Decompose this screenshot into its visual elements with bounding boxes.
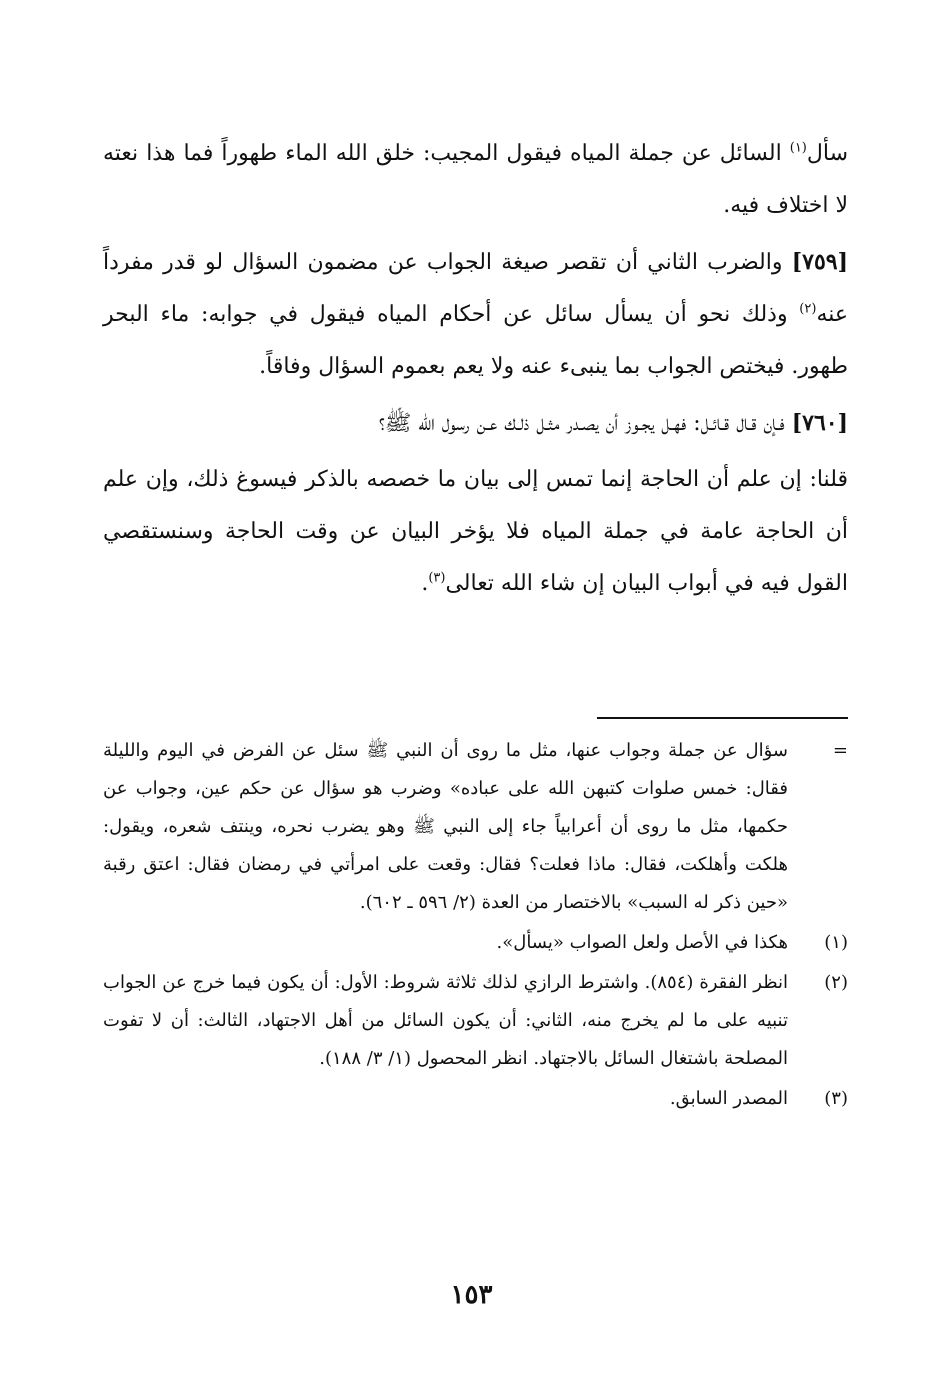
paragraph-1: [103, 128, 848, 232]
paragraph-759-rest: وذلك نحو أن يسأل سائل عن أحكام المياه فيقول في جوابه: ماء البحر طهور. فيختص الجواب بما ينبىء عنه ولا يعم بعموم السؤال وفاقاً.: [103, 302, 848, 379]
footnote-ref-2: (٢): [799, 301, 817, 317]
footnote-1: [103, 924, 848, 962]
page-number: ١٥٣: [450, 1280, 493, 1310]
paragraph-1-rest: السائل عن جملة المياه فيقول المجيب: خلق الله الماء طهوراً فما هذا نعته لا اختلاف فيه.: [103, 141, 848, 218]
footnote-2-text: انظر الفقرة (٨٥٤). واشترط الرازي لذلك ثلاثة شروط: الأول: أن يكون فيما خرج عن الجواب تنبيه على ما لم يخرج منه، الثاني: أن يكون السائل من أهل الاجتهاد، الثالث: أن لا تفوت المصلحة باشتغال السائل بالاجتهاد. انظر المحصول (١/ ٣/ ١٨٨).: [103, 972, 789, 1069]
footnote-2-mark: (٢): [824, 972, 848, 993]
paragraph-answer: [103, 454, 848, 610]
footnote-continued: [103, 732, 848, 922]
footnote-1-mark: (١): [824, 932, 848, 953]
footnote-3-mark: (٣): [824, 1088, 848, 1109]
main-text: [103, 128, 848, 614]
paragraph-1-start: سأل: [806, 141, 848, 166]
paragraph-number-759: [٧٥٩]: [791, 249, 848, 275]
footnote-2: [103, 964, 848, 1078]
footnote-continued-text: سؤال عن جملة وجواب عنها، مثل ما روى أن النبي ﷺ سئل عن الفرض في اليوم والليلة فقال: خمس صلوات كتبهن الله على عباده» وضرب هو سؤال عن حكم عين، وجواب عن حكمها، مثل ما روى أن أعرابياً جاء إلى النبي ﷺ وهو يضرب نحره، وينتف شعره، ويقول: هلكت وأهلكت، فقال: ماذا فعلت؟ فقال: وقعت على امرأتي في رمضان فقال: اعتق رقبة «حين ذكر له السبب» بالاختصار من العدة (٢/ ٥٩٦ ـ ٦٠٢).: [103, 740, 788, 913]
paragraph-760-text: فـإن قـال قـائـل: فهـل يجـوز أن يصـدر مثـل ذلـك عـن رسول الله ﷺ؟: [378, 411, 792, 436]
paragraph-answer-end: .: [421, 571, 429, 596]
footnote-ref-1: (١): [789, 140, 807, 156]
footnote-3: [103, 1080, 848, 1118]
paragraph-759: [103, 236, 848, 393]
footnote-1-text: هكذا في الأصل ولعل الصواب «يسأل».: [496, 932, 788, 953]
paragraph-759-start: والضرب الثاني أن تقصر صيغة الجواب عن مضمون السؤال لو قدر مفرداً عنه: [103, 250, 848, 327]
paragraph-number-760: [٧٦٠]: [791, 410, 848, 436]
paragraph-answer-text: قلنا: إن علم أن الحاجة إنما تمس إلى بيان ما خصصه بالذكر فيسوغ ذلك، وإن علم أن الحاجة عامة في جملة المياه فلا يؤخر البيان عن وقت الحاجة وسنستقصي القول فيه في أبواب البيان إن شاء الله تعالى: [103, 467, 848, 596]
footnote-3-text: المصدر السابق.: [669, 1088, 788, 1109]
footnote-divider: [597, 717, 848, 719]
paragraph-760: [103, 397, 848, 450]
footnote-continued-mark: =: [832, 740, 848, 761]
footnotes: [103, 732, 848, 1120]
footnote-ref-3: (٣): [428, 570, 446, 586]
